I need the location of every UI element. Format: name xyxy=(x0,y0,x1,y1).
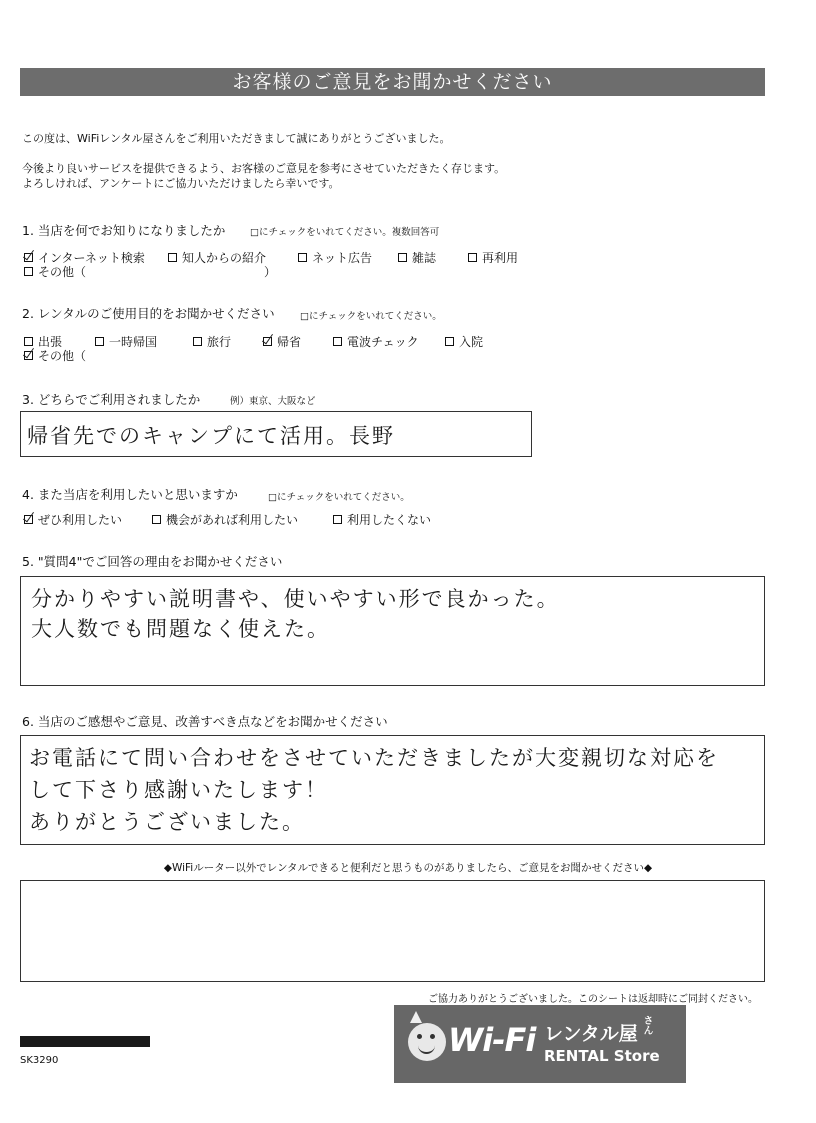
q4-title: 4. また当店を利用したいと思いますか xyxy=(22,487,238,502)
checkbox[interactable] xyxy=(152,515,161,524)
checkbox[interactable] xyxy=(168,253,177,262)
q5-handwritten-line-1: 分かりやすい説明書や、使いやすい形で良かった。 xyxy=(31,587,560,611)
form-title: お客様のご意見をお聞かせください xyxy=(20,68,765,96)
checkbox[interactable] xyxy=(193,337,202,346)
checkbox[interactable] xyxy=(468,253,477,262)
checkbox[interactable] xyxy=(445,337,454,346)
mascot-icon xyxy=(408,1023,446,1061)
q2-option-business[interactable]: 出張 xyxy=(24,333,62,350)
q4-option-no[interactable]: 利用したくない xyxy=(333,511,431,528)
q2-option-temp-return[interactable]: 一時帰国 xyxy=(95,333,157,350)
logo-san-text: さん xyxy=(641,1015,652,1035)
checkbox[interactable] xyxy=(298,253,307,262)
q1-option-magazine[interactable]: 雑誌 xyxy=(398,249,436,266)
checkbox[interactable] xyxy=(24,267,33,276)
checkbox[interactable] xyxy=(95,337,104,346)
q1-other-close: ） xyxy=(264,265,277,279)
sheet-code: SK3290 xyxy=(20,1055,59,1066)
q3-title: 3. どちらでご利用されましたか xyxy=(22,392,201,407)
q2-option-hospital[interactable]: 入院 xyxy=(445,333,483,350)
redacted-barcode xyxy=(20,1036,150,1047)
q2-option-travel[interactable]: 旅行 xyxy=(193,333,231,350)
q4-option-definitely[interactable]: ぜひ利用したい xyxy=(24,511,122,528)
q2-option-other[interactable]: その他（ xyxy=(24,347,86,364)
checkbox-checked[interactable] xyxy=(24,351,33,360)
q5-answer-box[interactable] xyxy=(20,576,765,686)
q6-handwritten-line-2: して下さり感謝いたします！ xyxy=(29,778,328,802)
logo-wifi-text: Wi-Fi xyxy=(448,1021,536,1059)
intro-line-1: この度は、WiFiレンタル屋さんをご利用いただきまして誠にありがとうございました。 xyxy=(22,132,451,145)
q5-handwritten-line-2: 大人数でも問題なく使えた。 xyxy=(31,617,330,641)
q3-example: 例）東京、大阪など xyxy=(230,396,316,407)
checkbox[interactable] xyxy=(24,337,33,346)
q6-handwritten-line-1: お電話にて問い合わせをさせていただきましたが大変親切な対応を xyxy=(29,746,719,770)
q3-handwritten-answer: 帰省先でのキャンプにて活用。長野 xyxy=(27,424,395,448)
wifi-rental-store-logo xyxy=(394,1005,686,1083)
checkbox-checked[interactable] xyxy=(24,515,33,524)
q4-option-if-chance[interactable]: 機会があれば利用したい xyxy=(152,511,298,528)
q2-title: 2. レンタルのご使用目的をお聞かせください xyxy=(22,306,275,321)
intro-line-3: よろしければ、アンケートにご協力いただけましたら幸いです。 xyxy=(22,177,340,190)
q1-option-reuse[interactable]: 再利用 xyxy=(468,249,518,266)
q1-option-other[interactable]: その他（ xyxy=(24,263,86,280)
q4-note: □にチェックをいれてください。 xyxy=(268,492,410,503)
checkbox[interactable] xyxy=(333,515,342,524)
q6-handwritten-line-3: ありがとうございました。 xyxy=(29,810,305,834)
q2-option-homecoming[interactable]: 帰省 xyxy=(263,333,301,350)
checkbox[interactable] xyxy=(333,337,342,346)
q1-title: 1. 当店を何でお知りになりましたか xyxy=(22,223,226,238)
q6-title: 6. 当店のご感想やご意見、改善すべき点などをお聞かせください xyxy=(22,714,388,729)
q1-option-internet[interactable]: インターネット検索 xyxy=(24,249,145,266)
checkbox-checked[interactable] xyxy=(24,253,33,262)
q3-answer-box[interactable] xyxy=(20,411,532,457)
q1-option-friend[interactable]: 知人からの紹介 xyxy=(168,249,266,266)
q1-note: □にチェックをいれてください。複数回答可 xyxy=(250,227,440,238)
checkbox[interactable] xyxy=(398,253,407,262)
logo-en-text: RENTAL Store xyxy=(544,1047,660,1065)
crown-icon xyxy=(410,1011,422,1023)
footer-thanks: ご協力ありがとうございました。このシートは返却時にご同封ください。 xyxy=(428,994,758,1005)
q5-title: 5. "質問4"でご回答の理由をお聞かせください xyxy=(22,554,283,569)
q1-option-net-ad[interactable]: ネット広告 xyxy=(298,249,372,266)
q2-option-signal-check[interactable]: 電波チェック xyxy=(333,333,419,350)
q7-title: ◆WiFiルーター以外でレンタルできると便利だと思うものがありましたら、ご意見をお聞かせください◆ xyxy=(163,862,653,874)
q6-answer-box[interactable] xyxy=(20,735,765,845)
checkbox-checked[interactable] xyxy=(263,337,272,346)
intro-line-2: 今後より良いサービスを提供できるよう、お客様のご意見を参考にさせていただきたく存じます。 xyxy=(22,162,506,175)
q2-note: □にチェックをいれてください。 xyxy=(300,311,442,322)
logo-jp-text: レンタル屋 xyxy=(544,1023,638,1045)
q7-answer-box[interactable] xyxy=(20,880,765,982)
